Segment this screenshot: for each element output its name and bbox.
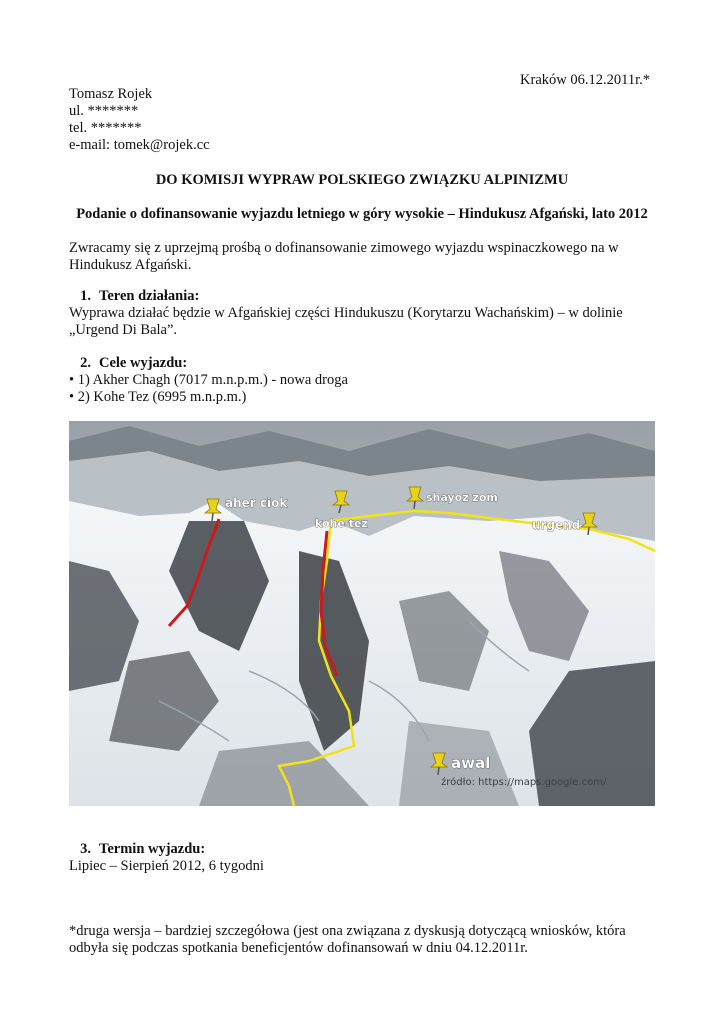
section1-heading bbox=[69, 288, 199, 305]
section3-heading bbox=[69, 841, 205, 858]
map-source: źródło: https://maps.google.com/ bbox=[441, 777, 607, 788]
sender-phone: tel. ******* bbox=[69, 120, 142, 136]
section3-number: 3. bbox=[80, 841, 91, 857]
section1-text bbox=[69, 305, 659, 339]
sender-email: e-mail: tomek@rojek.cc bbox=[69, 137, 210, 153]
section1-line: Wyprawa działać będzie w Afgańskiej części Hindukuszu (Korytarzu Wachańskim) – w dolinie bbox=[69, 305, 623, 321]
map-label-awal: awal bbox=[451, 754, 491, 772]
map-label-kohe: kohe tez bbox=[315, 517, 368, 530]
list-item: • 2) Kohe Tez (6995 m.n.p.m.) bbox=[69, 389, 247, 405]
date-line: Kraków 06.12.2011r.* bbox=[520, 72, 650, 88]
intro-line: Zwracamy się z uprzejmą prośbą o dofinansowanie zimowego wyjazdu wspinaczkowego na w bbox=[69, 240, 619, 256]
satellite-map-image bbox=[69, 421, 655, 806]
recipient-heading: DO KOMISJI WYPRAW POLSKIEGO ZWIĄZKU ALPINIZMU bbox=[155, 172, 569, 188]
section1-title: Teren działania: bbox=[99, 288, 200, 304]
footnote bbox=[69, 923, 669, 957]
footnote-line: odbyła się podczas spotkania beneficjentów dofinansowań w dniu 04.12.2011r. bbox=[69, 940, 528, 956]
sender-block bbox=[69, 86, 210, 154]
section2-list bbox=[69, 372, 659, 406]
sender-name: Tomasz Rojek bbox=[69, 86, 153, 102]
section1-number: 1. bbox=[80, 288, 91, 304]
map-label-urgend: urgend bbox=[532, 518, 581, 532]
sender-street: ul. ******* bbox=[69, 103, 139, 119]
subject-line: Podanie o dofinansowanie wyjazdu letniego w góry wysokie – Hindukusz Afgański, lato 2012 bbox=[76, 206, 648, 222]
section2-heading bbox=[69, 355, 187, 372]
section2-number: 2. bbox=[80, 355, 91, 371]
section2-title: Cele wyjazdu: bbox=[99, 355, 188, 371]
map-label-aher: aher ciok bbox=[225, 496, 288, 510]
section3-title: Termin wyjazdu: bbox=[99, 841, 206, 857]
section1-line: „Urgend Di Bala”. bbox=[69, 322, 178, 338]
intro-paragraph bbox=[69, 240, 659, 274]
map-label-shayoz: shayoz zom bbox=[426, 491, 498, 504]
list-item: • 1) Akher Chagh (7017 m.n.p.m.) - nowa droga bbox=[69, 372, 348, 388]
intro-line: Hindukusz Afgański. bbox=[69, 257, 192, 273]
section3-text: Lipiec – Sierpień 2012, 6 tygodni bbox=[69, 858, 264, 874]
footnote-line: *druga wersja – bardziej szczegółowa (jest ona związana z dyskusją dotyczącą wniosków, która bbox=[69, 923, 626, 939]
